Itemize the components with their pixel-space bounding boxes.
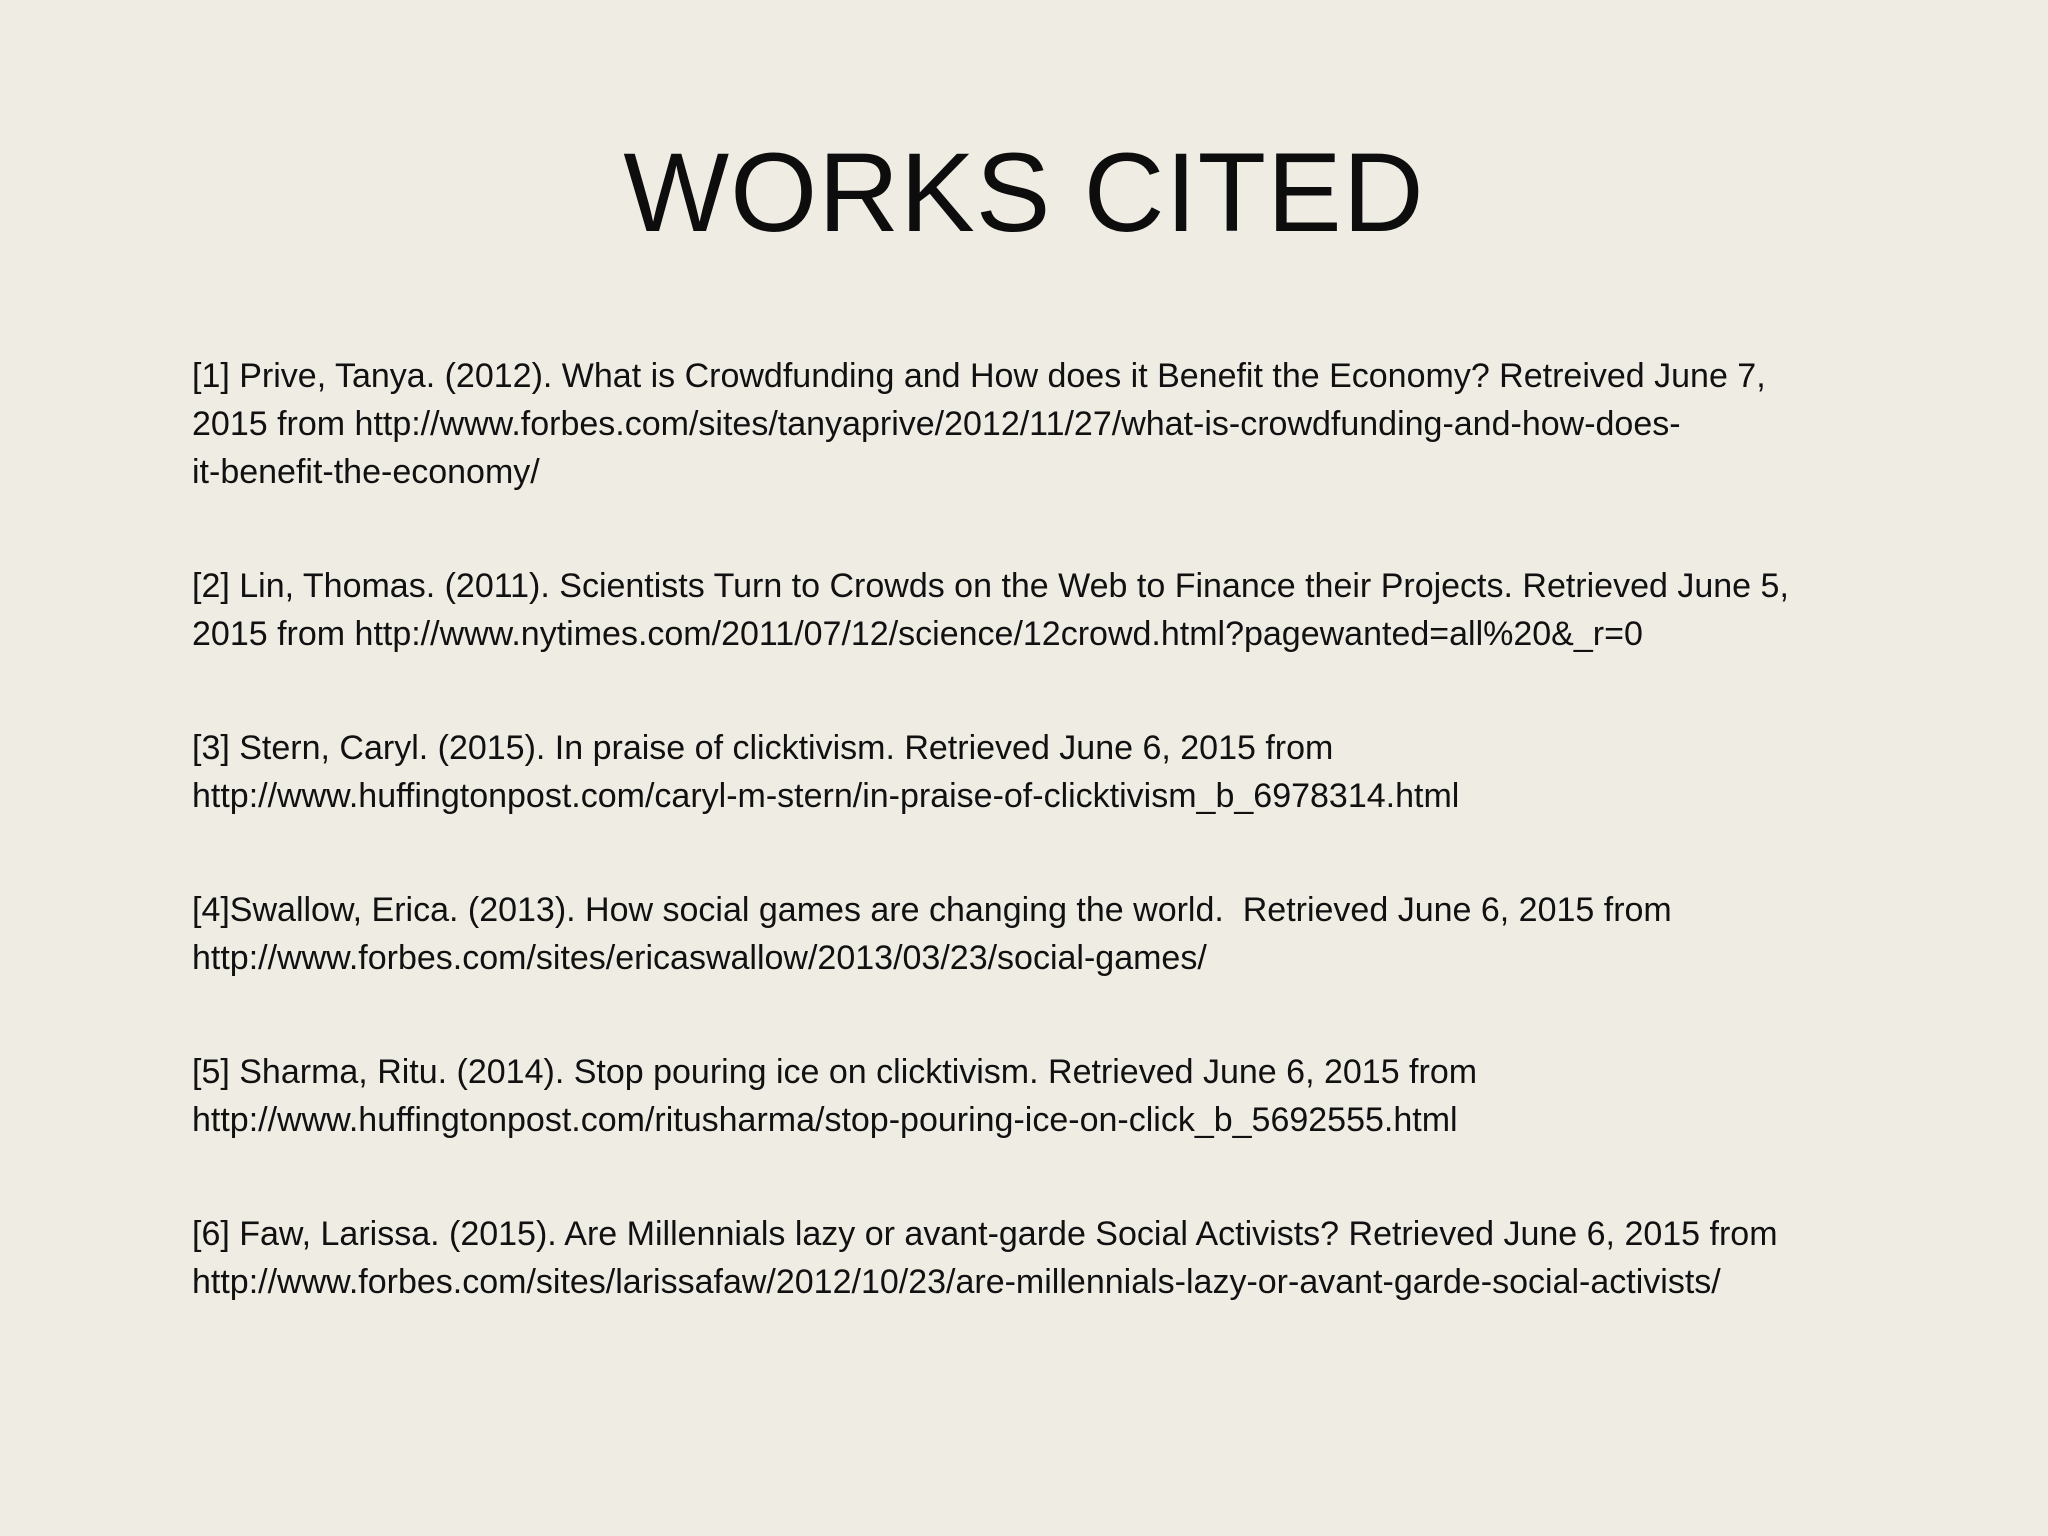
references-list — [192, 352, 1892, 1306]
reference-line: [3] Stern, Caryl. (2015). In praise of clicktivism. Retrieved June 6, 2015 from — [192, 729, 1334, 767]
reference-item — [192, 724, 1892, 820]
reference-line: [2] Lin, Thomas. (2011). Scientists Turn to Crowds on the Web to Finance their Projects. Retrieved June 5, — [192, 567, 1789, 605]
reference-line: [4]Swallow, Erica. (2013). How social games are changing the world. Retrieved June 6, 2015 from — [192, 891, 1672, 929]
reference-line: http://www.huffingtonpost.com/caryl-m-stern/in-praise-of-clicktivism_b_6978314.html — [192, 777, 1460, 815]
reference-line: 2015 from http://www.nytimes.com/2011/07/12/science/12crowd.html?pagewanted=all%20&_r=0 — [192, 615, 1643, 653]
reference-line: http://www.huffingtonpost.com/ritusharma/stop-pouring-ice-on-click_b_5692555.html — [192, 1101, 1458, 1139]
reference-item — [192, 886, 1892, 982]
reference-line: [1] Prive, Tanya. (2012). What is Crowdfunding and How does it Benefit the Economy? Retreived June 7, — [192, 357, 1766, 395]
reference-item — [192, 562, 1892, 658]
reference-line: http://www.forbes.com/sites/ericaswallow/2013/03/23/social-games/ — [192, 939, 1207, 977]
reference-line: [5] Sharma, Ritu. (2014). Stop pouring ice on clicktivism. Retrieved June 6, 2015 from — [192, 1053, 1478, 1091]
reference-line: 2015 from http://www.forbes.com/sites/tanyaprive/2012/11/27/what-is-crowdfunding-and-how-does- — [192, 405, 1681, 443]
reference-item — [192, 352, 1892, 496]
reference-item — [192, 1210, 1892, 1306]
reference-line: [6] Faw, Larissa. (2015). Are Millennials lazy or avant-garde Social Activists? Retrieved June 6, 2015 from — [192, 1215, 1778, 1253]
reference-line: http://www.forbes.com/sites/larissafaw/2012/10/23/are-millennials-lazy-or-avant-garde-social-activists/ — [192, 1263, 1721, 1301]
reference-line: it-benefit-the-economy/ — [192, 453, 540, 491]
slide-title: WORKS CITED — [623, 130, 1425, 255]
reference-item — [192, 1048, 1892, 1144]
